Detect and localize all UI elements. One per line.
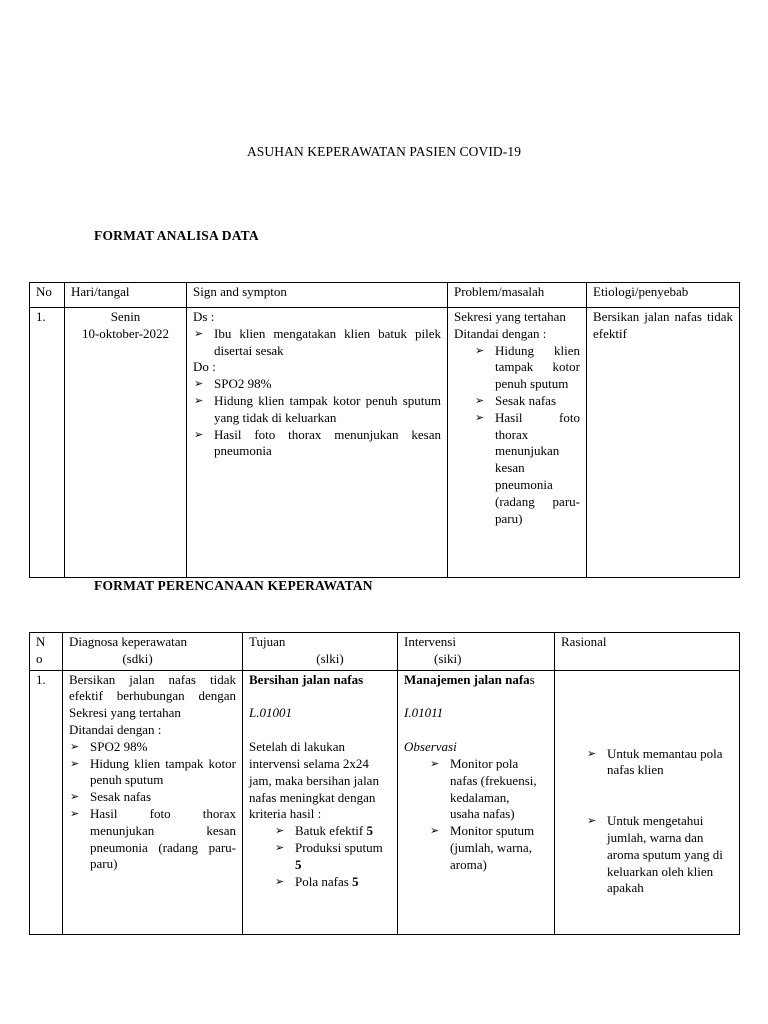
ds-label: Ds :: [193, 309, 215, 324]
cell-no: 1.: [30, 670, 63, 934]
intervensi-observasi: Observasi: [404, 739, 457, 755]
tujuan-item-label: Produksi sputum: [295, 839, 383, 855]
tujuan-item-label: Pola nafas: [295, 873, 349, 889]
analisa-heading: FORMAT ANALISA DATA: [94, 228, 259, 243]
tujuan-title: Bersihan jalan nafas: [249, 671, 364, 687]
problem-item: ➢ Hasil foto thorax menunjukan kesan pneumonia (radang paru-paru): [474, 410, 580, 528]
cell-intervensi: [398, 670, 555, 934]
rasional-item: ➢ Untuk mengetahui jumlah, warna dan aroma sputum yang di keluarkan oleh klien apakah: [586, 813, 733, 897]
tujuan-item: [274, 874, 391, 891]
no-header-text: No: [36, 634, 46, 666]
tujuan-item: [274, 840, 391, 874]
analisa-header-row: [30, 283, 740, 308]
do-item: ➢ Hidung klien tampak kotor penuh sputum yang tidak di keluarkan: [193, 393, 441, 427]
problem-item: ➢ Hidung klien tampak kotor penuh sputum: [474, 343, 580, 393]
col-header-intervensi: [398, 633, 555, 671]
problem-item: ➢ Sesak nafas: [474, 393, 580, 410]
tujuan-item-score: 5: [366, 823, 373, 839]
document-title: ASUHAN KEPERAWATAN PASIEN COVID-19: [246, 144, 522, 159]
cell-diagnosa: [63, 670, 243, 934]
date-text: 10-oktober-2022: [81, 325, 170, 341]
cell-problem: [448, 308, 587, 578]
intervensi-item: ➢ Monitor pola nafas (frekuensi, kedalaman, usaha nafas): [429, 756, 548, 823]
diagnosa-subheader: (sdki): [122, 650, 153, 666]
rasional-list: [561, 746, 733, 898]
ds-list: [193, 326, 441, 360]
cell-no: 1.: [30, 308, 65, 578]
col-header-diagnosa: [63, 633, 243, 671]
col-header-no: No: [30, 283, 65, 308]
cell-hari: [65, 308, 187, 578]
intervensi-code: I.01011: [404, 705, 444, 721]
col-header-sign: Sign and sympton: [187, 283, 448, 308]
tujuan-item-score: 5: [295, 856, 302, 872]
cell-etiologi: Bersikan jalan nafas tidak efektif: [587, 308, 740, 578]
tujuan-item-score: 5: [352, 873, 359, 889]
tujuan-header: Tujuan: [249, 634, 286, 649]
perencanaan-header-row: [30, 633, 740, 671]
col-header-tujuan: [243, 633, 398, 671]
diagnosa-marker: Ditandai dengan :: [69, 721, 162, 737]
intervensi-header: Intervensi: [404, 634, 456, 649]
col-header-rasional: Rasional: [555, 633, 740, 671]
diagnosa-item: ➢ SPO2 98%: [69, 739, 236, 756]
diagnosa-item: ➢ Sesak nafas: [69, 789, 236, 806]
col-header-problem: Problem/masalah: [448, 283, 587, 308]
diagnosa-text: Bersikan jalan nafas tidak efektif berhubungan dengan Sekresi yang tertahan: [69, 671, 236, 721]
intervensi-subheader: (siki): [434, 650, 462, 666]
intervensi-list: [404, 756, 548, 874]
problem-list: [454, 343, 580, 528]
perencanaan-heading: FORMAT PERENCANAAN KEPERAWATAN: [94, 578, 373, 593]
tujuan-code: L.01001: [249, 705, 292, 721]
do-item: ➢ Hasil foto thorax menunjukan kesan pneumonia: [193, 427, 441, 461]
diagnosa-item: ➢ Hidung klien tampak kotor penuh sputum: [69, 756, 236, 790]
intervensi-title-bold: Manajemen jalan nafa: [404, 671, 530, 687]
analisa-row: [30, 308, 740, 578]
diagnosa-list: [69, 739, 236, 873]
cell-tujuan: [243, 670, 398, 934]
rasional-item: ➢ Untuk memantau pola nafas klien: [586, 746, 733, 780]
ds-item: ➢ Ibu klien mengatakan klien batuk pilek disertai sesak: [193, 326, 441, 360]
cell-rasional: [555, 670, 740, 934]
tujuan-list: [249, 823, 391, 890]
col-header-hari: Hari/tangal: [65, 283, 187, 308]
perencanaan-row: [30, 670, 740, 934]
tujuan-text: Setelah di lakukan intervensi selama 2x24 jam, maka bersihan jalan nafas meningkat dengan kriteria hasil :: [249, 739, 379, 822]
day-text: Senin: [110, 309, 141, 324]
diagnosa-item: ➢ Hasil foto thorax menunjukan kesan pneumonia (radang paru-paru): [69, 806, 236, 873]
tujuan-item: [274, 823, 391, 840]
perencanaan-table: [29, 632, 740, 935]
do-list: [193, 376, 441, 460]
diagnosa-header: Diagnosa keperawatan: [69, 634, 188, 649]
col-header-no: [30, 633, 63, 671]
problem-marker: Ditandai dengan :: [454, 325, 547, 341]
analisa-table: [29, 282, 740, 578]
problem-intro: Sekresi yang tertahan: [454, 309, 566, 324]
intervensi-title-tail: s: [529, 671, 535, 687]
do-item: ➢ SPO2 98%: [193, 376, 441, 393]
do-label: Do :: [193, 359, 216, 375]
cell-sign: [187, 308, 448, 578]
intervensi-title: [404, 672, 548, 689]
intervensi-item: ➢ Monitor sputum (jumlah, warna, aroma): [429, 823, 548, 873]
col-header-etiologi: Etiologi/penyebab: [587, 283, 740, 308]
tujuan-subheader: (slki): [316, 650, 344, 666]
tujuan-item-label: Batuk efektif: [295, 823, 364, 839]
